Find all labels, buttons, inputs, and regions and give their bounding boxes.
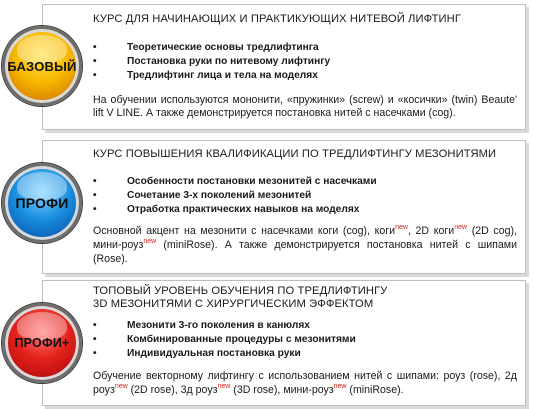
course-bullets [89, 41, 519, 83]
course-bullets [89, 319, 519, 361]
course-title: КУРС ПОВЫШЕНИЯ КВАЛИФИКАЦИИ ПО ТРЕДЛИФТИНГУ МЕЗОНИТЯМИ [93, 148, 497, 160]
course-bullets [89, 175, 519, 217]
course-description: Основной акцент на мезонити с насечками коги (cog), коги$^{new}$, 2D коги$^{new}$ (2D cog), мини-роуз$^{new}$ (miniRose). А также демонстрируется постановка нитей с шипами (Rose). [93, 224, 517, 265]
course-title: КУРС ДЛЯ НАЧИНАЮЩИХ И ПРАКТИКУЮЩИХ НИТЕВОЙ ЛИФТИНГ [93, 13, 462, 25]
list-item: • Постановка руки по нитевому лифтингу [93, 56, 331, 67]
new-badge: new [217, 383, 231, 390]
list-item: • Теоретические основы тредлифтинга [93, 42, 319, 53]
list-item: • Тредлифтинг лица и тела на моделях [93, 70, 318, 81]
course-description: Обучение векторному лифтингу с использованием нитей с шипами: роуз (rose), 2д роуз$^{new}$ (2D rose), 3д роуз$^{new}$ (3D rose), мини-роуз$^{new}$ (miniRose). [93, 370, 517, 396]
list-item: • Особенности постановки мезонитей с насечками [93, 176, 377, 187]
list-item: • Сочетание 3-х поколений мезонитей [93, 190, 312, 201]
new-badge: new [333, 383, 347, 390]
badge-basic [2, 26, 82, 106]
badge-label: ПРОФИ [15, 195, 69, 211]
course-card-profi [42, 140, 526, 274]
new-badge: new [114, 383, 128, 390]
new-badge: new [143, 238, 157, 245]
badge-label: ПРОФИ+ [14, 336, 70, 350]
course-card-profi-plus [42, 280, 526, 406]
list-item: • Мезонити 3-го поколения в канюлях [93, 320, 310, 331]
list-item: • Комбинированные процедуры с мезонитями [93, 334, 356, 345]
course-title: ТОПОВЫЙ УРОВЕНЬ ОБУЧЕНИЯ ПО ТРЕДЛИФТИНГУ 3D МЕЗОНИТЯМИ С ХИРУРГИЧЕСКИМ ЭФФЕКТОМ [93, 285, 388, 310]
badge-label: БАЗОВЫЙ [7, 58, 77, 74]
course-card-basic [42, 4, 526, 130]
list-item: • Отработка практических навыков на моделях [93, 204, 360, 215]
course-description: На обучении используются мононити, «пружинки» (screw) и «косички» (twin) Beaute' lift V LINE. А также демонстрируется постановка нитей с насечками (cog). [93, 94, 517, 119]
badge-profi [2, 163, 82, 243]
list-item: • Индивидуальная постановка руки [93, 348, 301, 359]
badge-profi-plus [2, 303, 82, 383]
new-badge: new [454, 224, 468, 231]
new-badge: new [395, 224, 408, 231]
